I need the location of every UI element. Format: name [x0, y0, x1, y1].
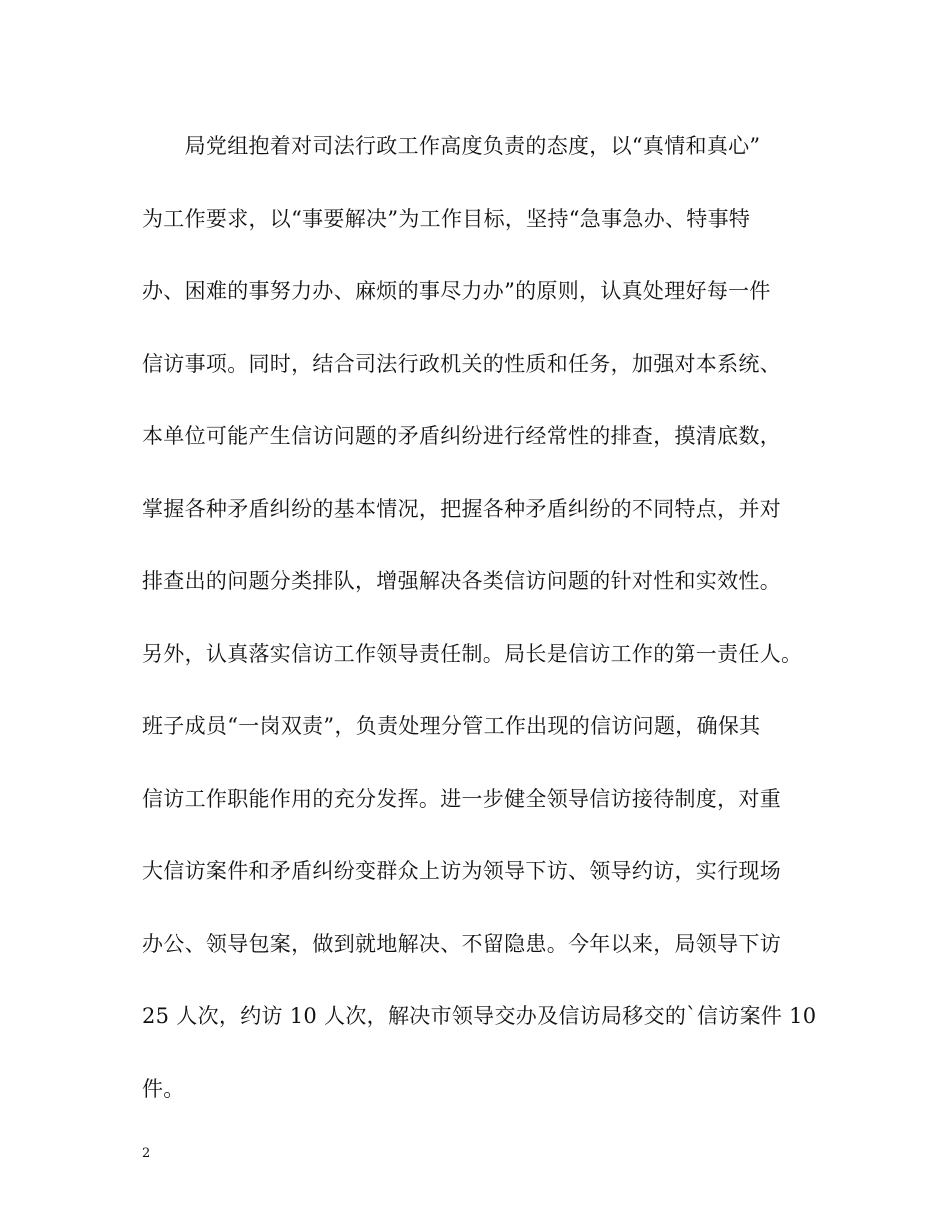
- text-line: 掌握各种矛盾纠纷的基本情况，把握各种矛盾纠纷的不同特点，并对: [142, 496, 781, 521]
- text-line: 件。: [142, 1076, 185, 1101]
- text-line: 另外，认真落实信访工作领导责任制。局长是信访工作的第一责任人。: [142, 641, 803, 666]
- text-line: 办公、领导包案，做到就地解决、不留隐患。今年以来，局领导下访: [142, 931, 781, 956]
- text-line: 信访事项。同时，结合司法行政机关的性质和任务，加强对本系统、: [142, 351, 781, 376]
- text-line: 大信访案件和矛盾纠纷变群众上访为领导下访、领导约访，实行现场: [142, 859, 781, 883]
- text-line: 本单位可能产生信访问题的矛盾纠纷进行经常性的排查，摸清底数，: [142, 424, 781, 448]
- body-paragraph: [142, 123, 822, 1138]
- text-line: 25 人次，约访 10 人次，解决市领导交办及信访局移交的`信访案件 10: [142, 1004, 817, 1028]
- text-line: 办、困难的事努力办、麻烦的事尽力办”的原则，认真处理好每一件: [142, 279, 771, 303]
- text-line: 排查出的问题分类排队，增强解决各类信访问题的针对性和实效性。: [142, 569, 781, 593]
- text-line: 局党组抱着对司法行政工作高度负责的态度，以“真情和真心”: [142, 134, 761, 158]
- text-line: 为工作要求，以“事要解决”为工作目标，坚持“急事急办、特事特: [142, 206, 751, 231]
- text-line: 信访工作职能作用的充分发挥。进一步健全领导信访接待制度，对重: [142, 786, 781, 811]
- text-line: 班子成员“一岗双责”，负责处理分管工作出现的信访问题，确保其: [142, 714, 761, 738]
- page-number: 2: [142, 1146, 151, 1161]
